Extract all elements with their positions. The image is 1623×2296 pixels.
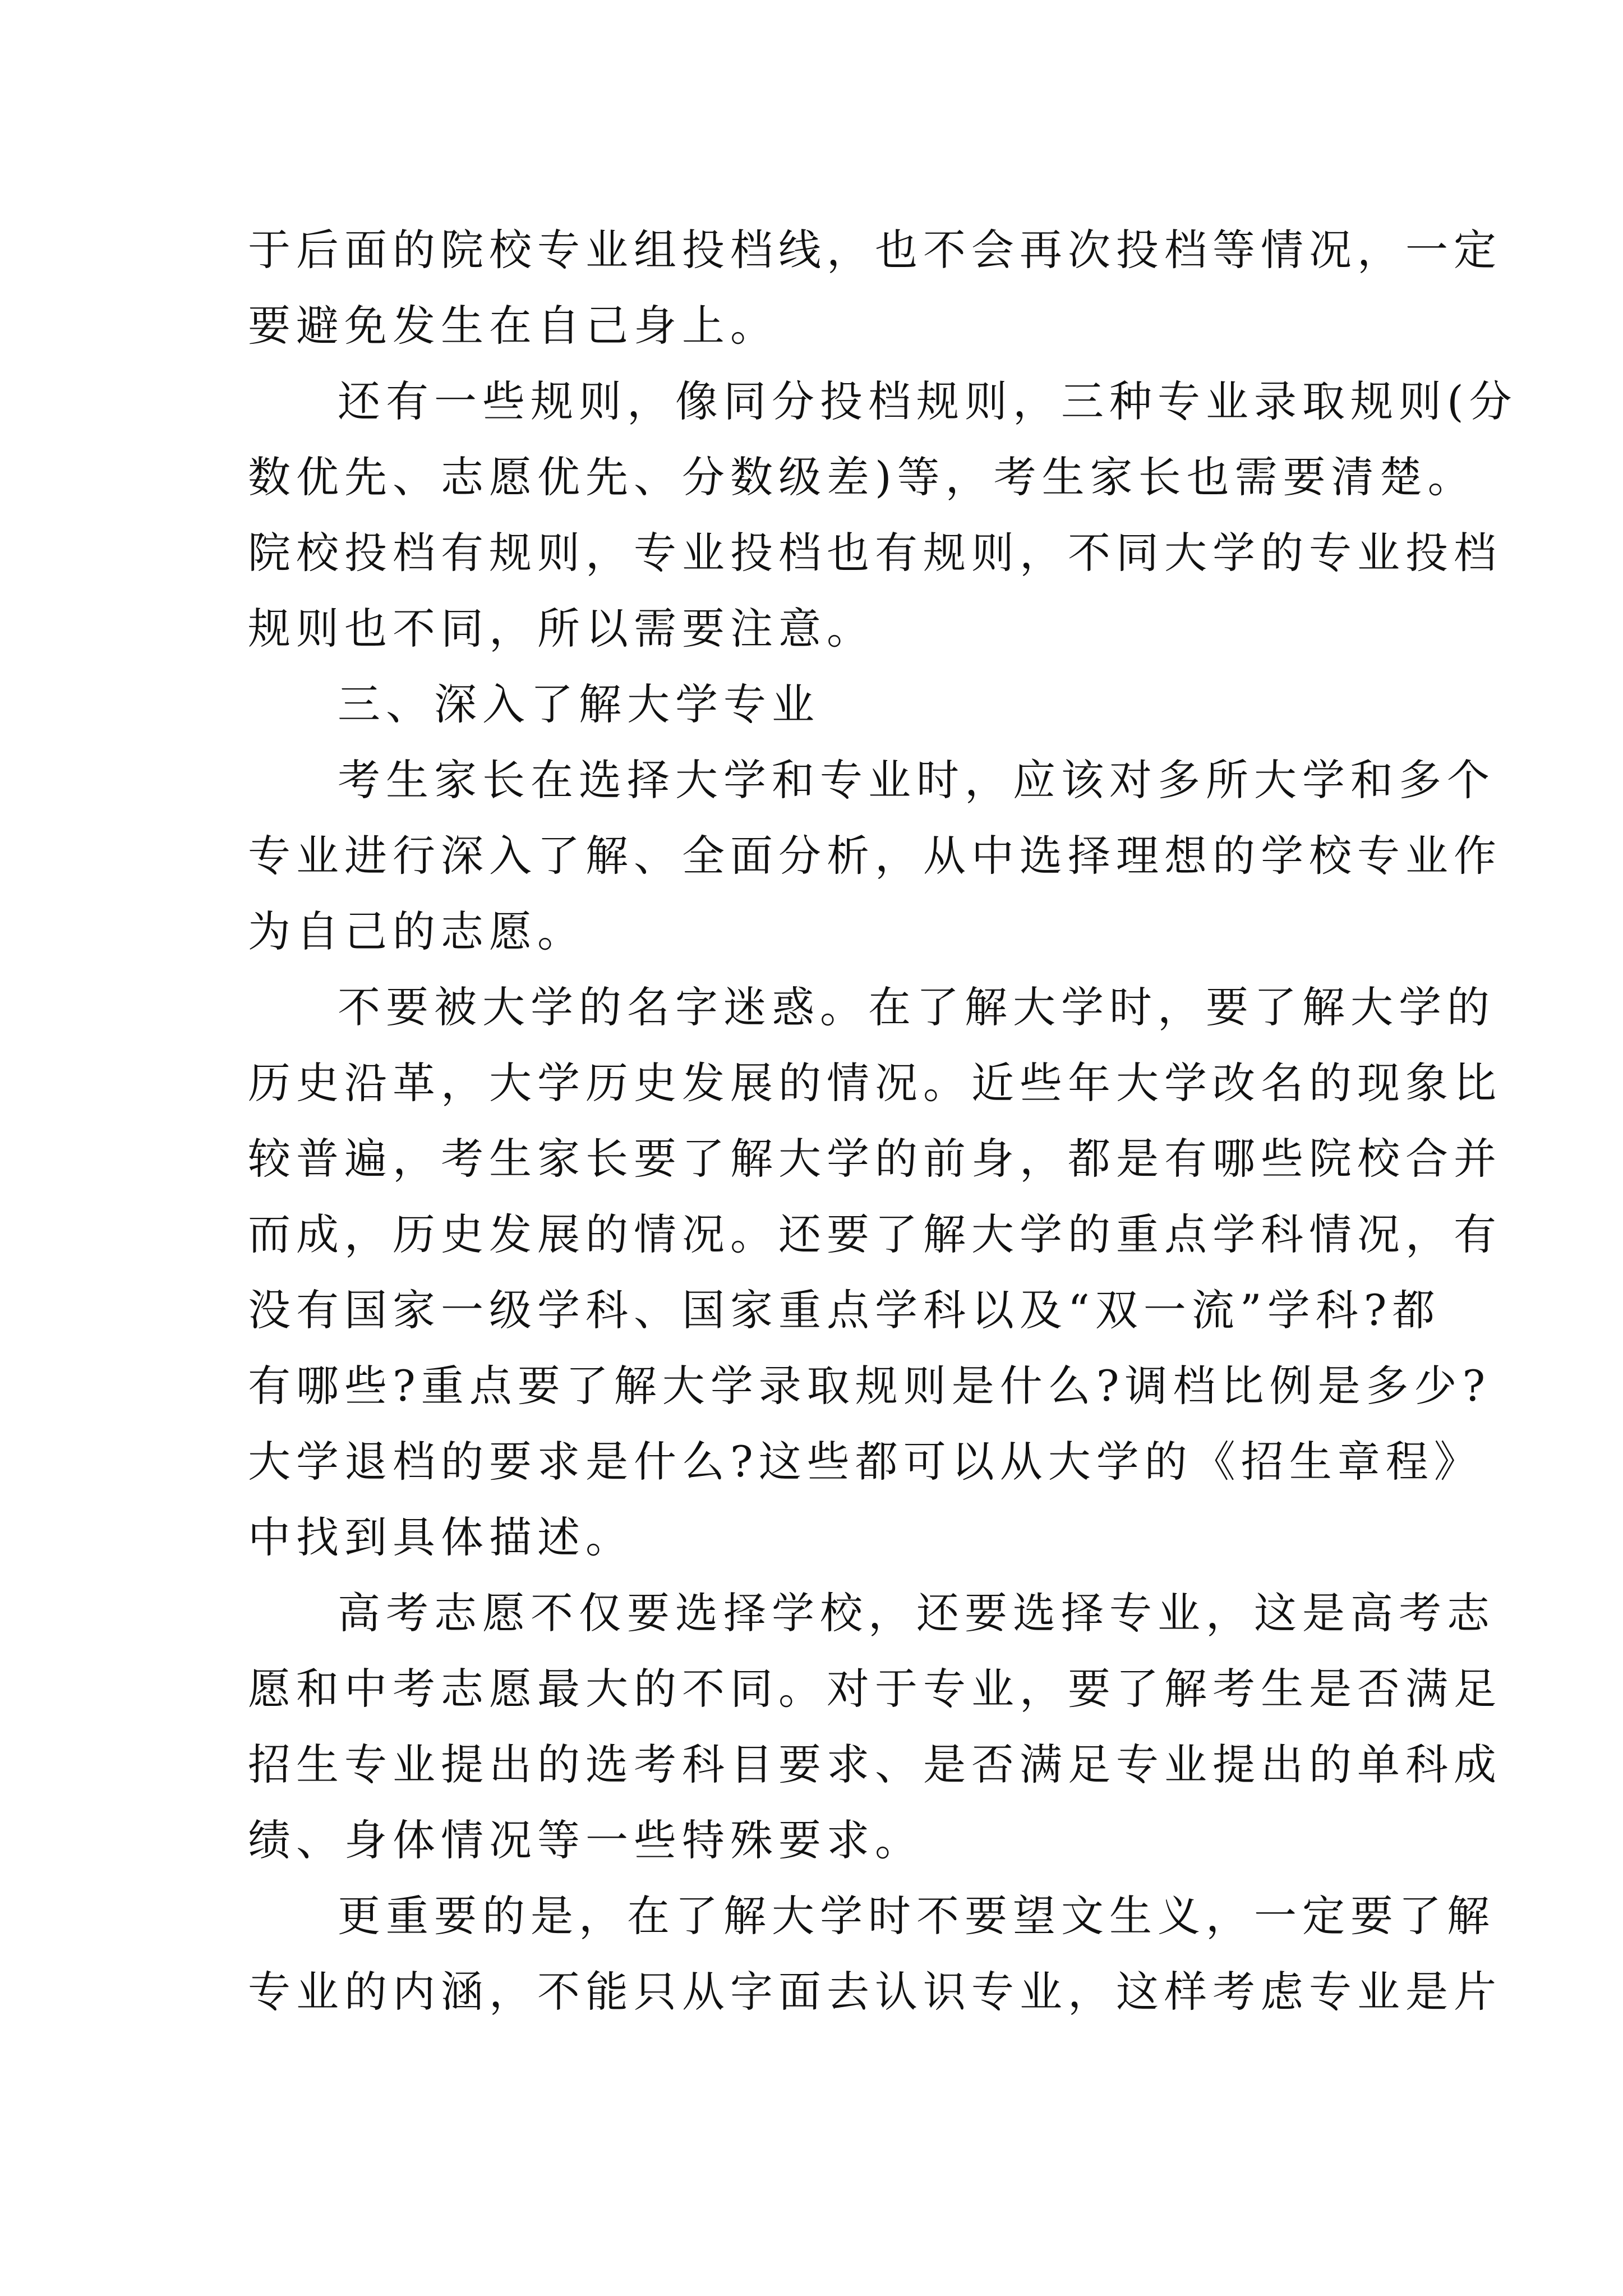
text-line: 中找到具体描述。 xyxy=(248,1512,634,1562)
paragraph-3 xyxy=(248,742,1502,969)
text-line: 为自己的志愿。 xyxy=(248,907,585,956)
text-line: 愿和中考志愿最大的不同。对于专业，要了解考生是否满足 xyxy=(248,1664,1502,1714)
text-line: 规则也不同，所以需要注意。 xyxy=(248,604,875,654)
paragraph-1 xyxy=(248,212,1502,364)
text-line: 而成，历史发展的情况。还要了解大学的重点学科情况，有 xyxy=(248,1209,1502,1259)
document-body xyxy=(248,212,1518,2030)
text-line: 要避免发生在自己身上。 xyxy=(248,301,778,351)
text-line: 数优先、志愿优先、分数级差)等，考生家长也需要清楚。 xyxy=(248,452,1476,502)
text-line: 历史沿革，大学历史发展的情况。近些年大学改名的现象比 xyxy=(248,1058,1502,1108)
text-line: 有哪些?重点要了解大学录取规则是什么?调档比例是多少? xyxy=(248,1361,1491,1411)
heading-line: 三、深入了解大学专业 xyxy=(338,679,820,729)
text-line: 还有一些规则，像同分投档规则，三种专业录取规则(分 xyxy=(338,376,1518,426)
text-line: 较普遍，考生家长要了解大学的前身，都是有哪些院校合并 xyxy=(248,1134,1502,1184)
text-line: 高考志愿不仅要选择学校，还要选择专业，这是高考志 xyxy=(338,1588,1495,1638)
text-line: 考生家长在选择大学和专业时，应该对多所大学和多个 xyxy=(338,755,1495,805)
text-line: 不要被大学的名字迷惑。在了解大学时，要了解大学的 xyxy=(338,982,1495,1032)
text-line: 院校投档有规则，专业投档也有规则，不同大学的专业投档 xyxy=(248,528,1502,578)
paragraph-4 xyxy=(248,969,1502,1575)
paragraph-5 xyxy=(248,1575,1502,1878)
section-heading xyxy=(248,666,1375,742)
text-line: 专业的内涵，不能只从字面去认识专业，这样考虑专业是片 xyxy=(248,1967,1502,2017)
text-line: 绩、身体情况等一些特殊要求。 xyxy=(248,1815,923,1865)
text-line: 更重要的是，在了解大学时不要望文生义，一定要了解 xyxy=(338,1891,1495,1941)
text-line: 招生专业提出的选考科目要求、是否满足专业提出的单科成 xyxy=(248,1740,1502,1789)
text-line: 于后面的院校专业组投档线，也不会再次投档等情况，一定 xyxy=(248,225,1502,275)
text-line: 大学退档的要求是什么?这些都可以从大学的《招生章程》 xyxy=(248,1437,1482,1487)
text-line: 专业进行深入了解、全面分析，从中选择理想的学校专业作 xyxy=(248,831,1502,881)
paragraph-2 xyxy=(248,364,1518,666)
text-line: 没有国家一级学科、国家重点学科以及“双一流”学科?都 xyxy=(248,1285,1441,1335)
paragraph-6 xyxy=(248,1878,1502,2030)
